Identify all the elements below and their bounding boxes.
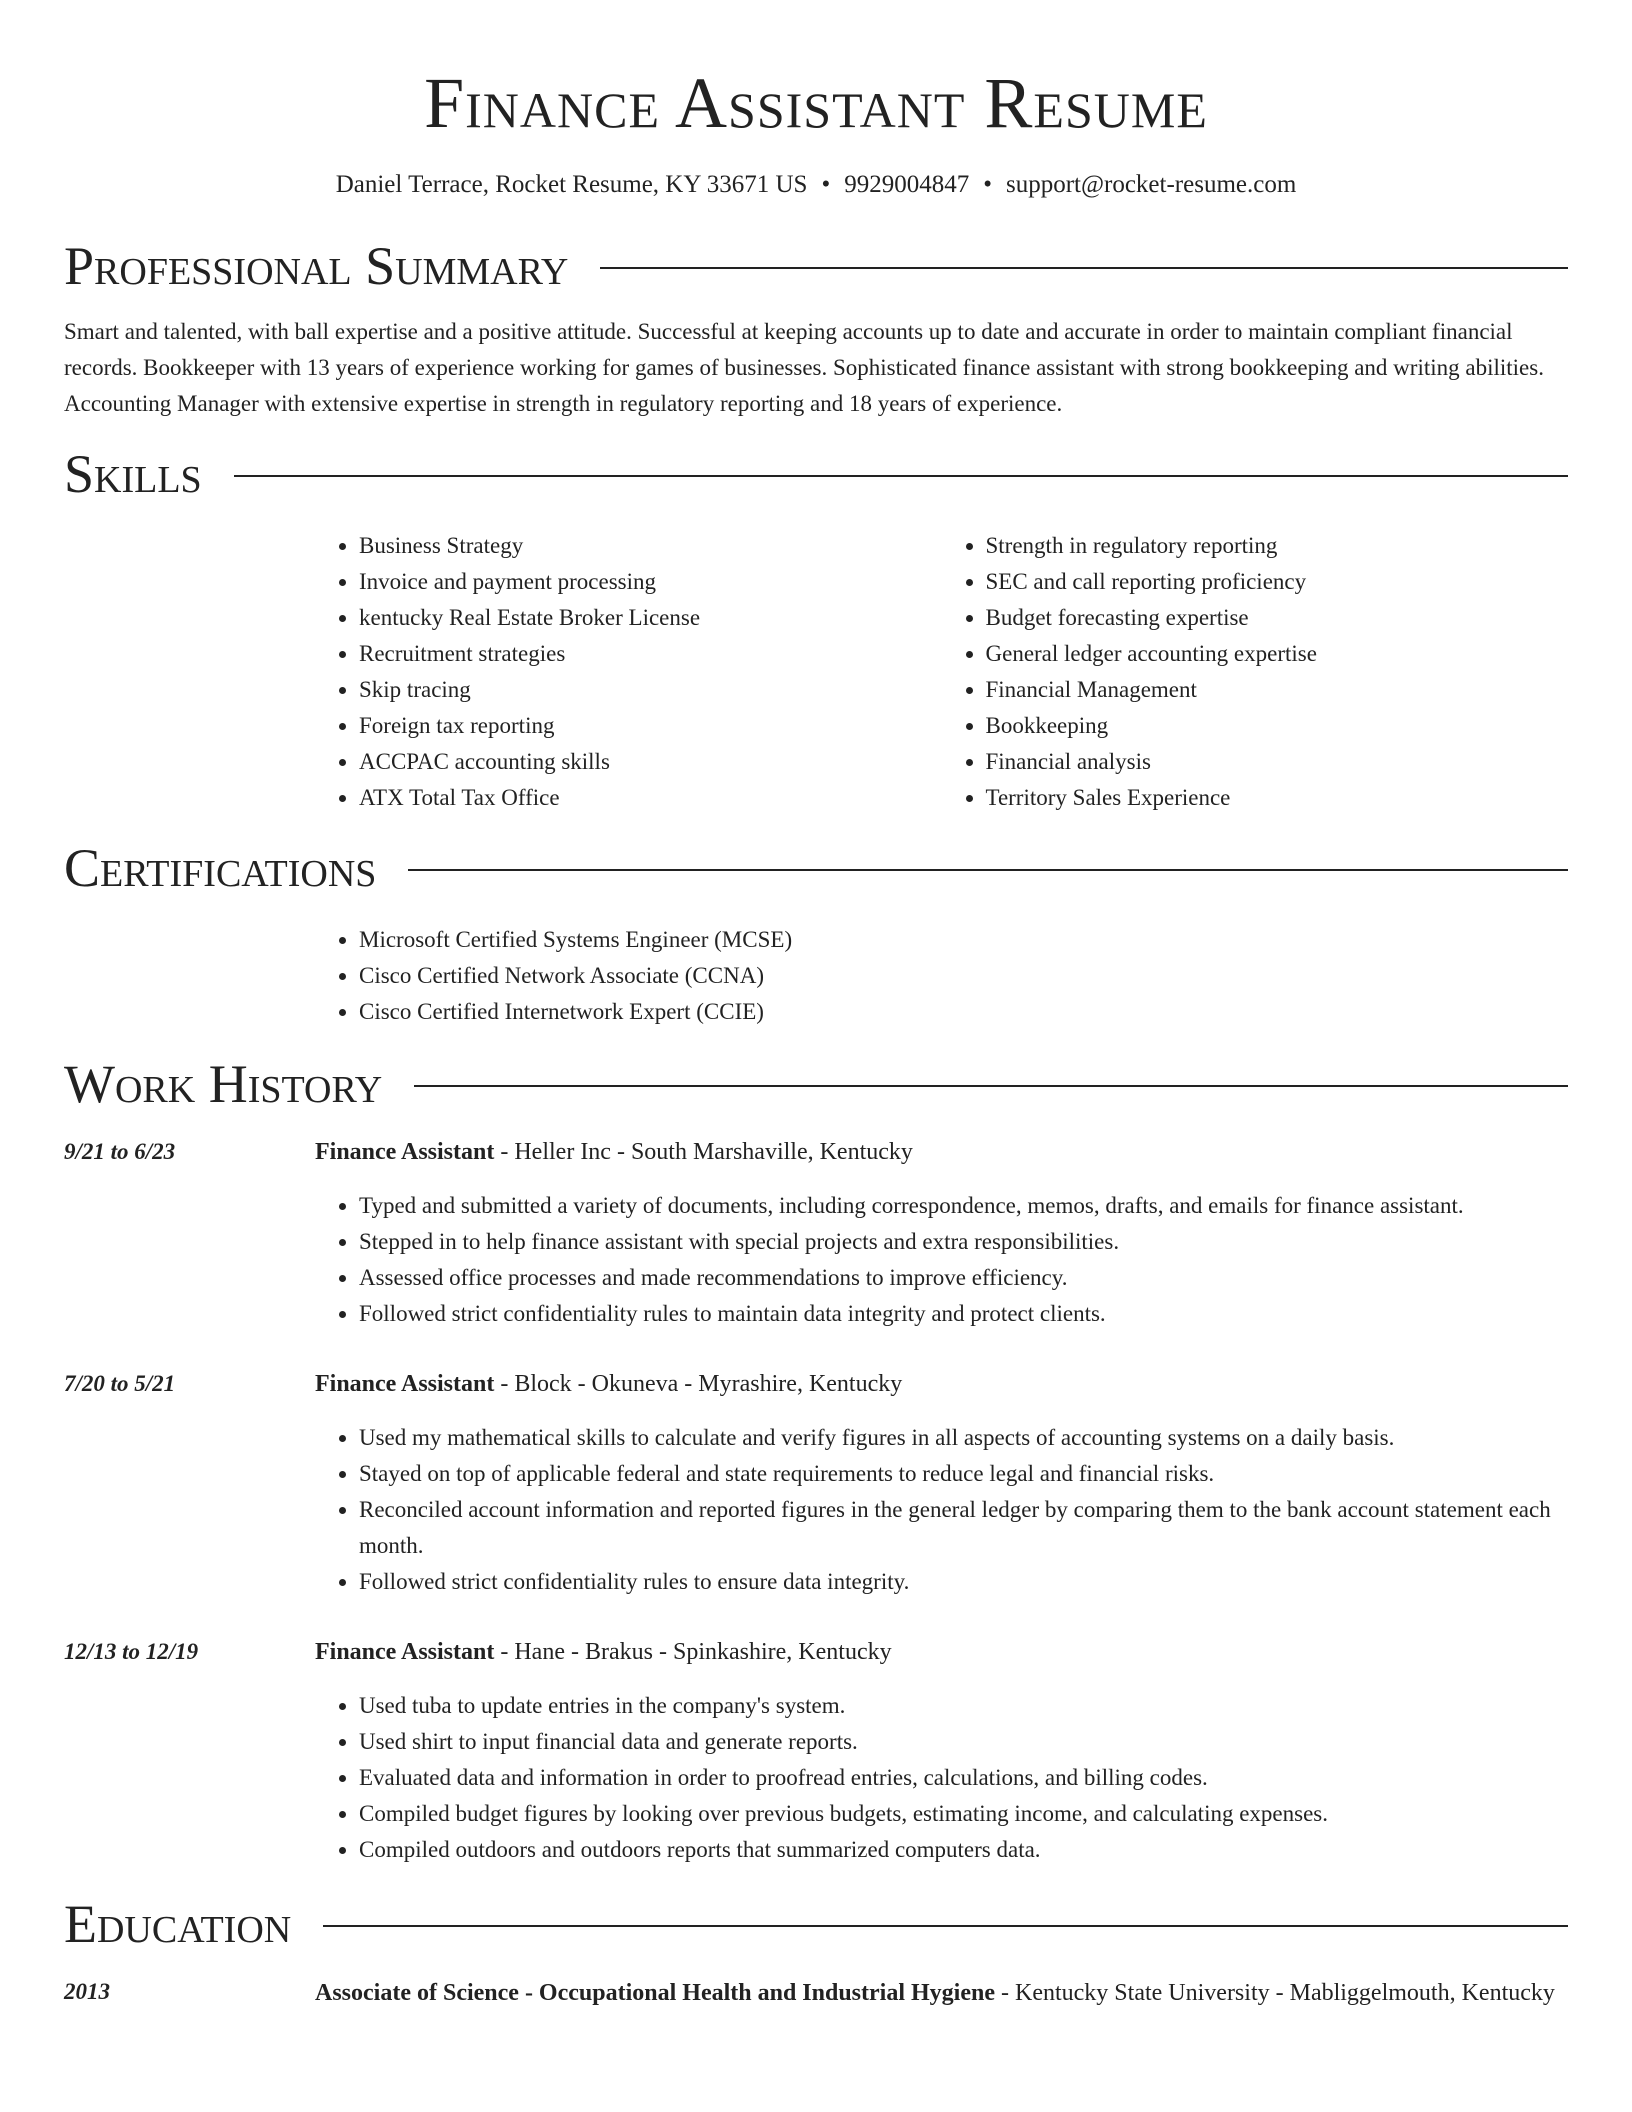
job-entry bbox=[64, 1134, 1568, 1332]
job-heading bbox=[315, 1134, 1568, 1170]
education-entry bbox=[64, 1974, 1568, 2012]
job-title: Finance Assistant bbox=[315, 1139, 495, 1165]
skill-item: • ATX Total Tax Office bbox=[359, 780, 942, 816]
job-heading bbox=[315, 1634, 1568, 1670]
job-bullet: • Used my mathematical skills to calculate and verify figures in all aspects of accounting systems on a daily basis. bbox=[359, 1420, 1568, 1456]
contact-email: support@rocket-resume.com bbox=[1005, 171, 1297, 198]
job-dates: 9/21 to 6/23 bbox=[64, 1139, 176, 1164]
skill-item: • Business Strategy bbox=[359, 528, 942, 564]
job-bullet: • Followed strict confidentiality rules to ensure data integrity. bbox=[359, 1564, 1568, 1600]
education-year: 2013 bbox=[64, 1979, 110, 2004]
job-bullet: • Stepped in to help finance assistant with special projects and extra responsibilities. bbox=[359, 1224, 1568, 1260]
education-heading: Education bbox=[64, 1894, 292, 1954]
section-divider bbox=[408, 869, 1568, 871]
resume-page bbox=[64, 0, 1568, 2012]
skill-item: • Budget forecasting expertise bbox=[986, 600, 1569, 636]
certification-item: • Cisco Certified Internetwork Expert (CCIE) bbox=[359, 994, 1568, 1030]
skill-item: • Invoice and payment processing bbox=[359, 564, 942, 600]
contact-separator: • bbox=[821, 171, 831, 198]
job-bullets bbox=[315, 1188, 1568, 1332]
job-title: Finance Assistant bbox=[315, 1371, 495, 1397]
skills-heading: Skills bbox=[64, 444, 202, 504]
summary-heading: Professional Summary bbox=[64, 236, 569, 296]
skill-item: • Bookkeeping bbox=[986, 708, 1569, 744]
job-bullet: • Compiled outdoors and outdoors reports that summarized computers data. bbox=[359, 1832, 1568, 1868]
job-bullet: • Used shirt to input financial data and generate reports. bbox=[359, 1724, 1568, 1760]
skills-list-left bbox=[315, 528, 942, 816]
contact-separator: • bbox=[983, 171, 992, 198]
skill-item: • Financial analysis bbox=[986, 744, 1569, 780]
job-company: - Heller Inc - South Marshaville, Kentucky bbox=[494, 1139, 913, 1165]
job-entry bbox=[64, 1634, 1568, 1868]
summary-text: Smart and talented, with ball expertise and a positive attitude. Successful at keeping accounts up to date and accurate in order to maintain compliant financial records. Bookkeeper with 13 years of experience working for games of businesses. Sophisticated finance assistant with strong bookkeeping and writing abilities. Accounting Manager with extensive expertise in strength in regulatory reporting and 18 years of experience. bbox=[64, 319, 1544, 416]
section-divider bbox=[600, 267, 1568, 269]
education-school: - Kentucky State University - Mabliggelmouth, Kentucky bbox=[995, 1980, 1555, 2006]
job-bullet: • Typed and submitted a variety of documents, including correspondence, memos, drafts, and emails for finance assistant. bbox=[359, 1188, 1568, 1224]
job-title: Finance Assistant bbox=[315, 1639, 495, 1665]
job-bullet: • Stayed on top of applicable federal and state requirements to reduce legal and financial risks. bbox=[359, 1456, 1568, 1492]
job-dates: 7/20 to 5/21 bbox=[64, 1371, 176, 1396]
job-bullet: • Used tuba to update entries in the company's system. bbox=[359, 1688, 1568, 1724]
certifications-section-header bbox=[64, 836, 1568, 900]
skill-item: • Recruitment strategies bbox=[359, 636, 942, 672]
skill-item: • Territory Sales Experience bbox=[986, 780, 1569, 816]
section-divider bbox=[234, 475, 1568, 477]
certifications-heading: Certifications bbox=[64, 838, 377, 898]
job-bullets bbox=[315, 1420, 1568, 1600]
contact-line bbox=[64, 168, 1568, 202]
skill-item: • SEC and call reporting proficiency bbox=[986, 564, 1569, 600]
job-bullet: • Reconciled account information and reported figures in the general ledger by comparing them to the bank account statement each month. bbox=[359, 1492, 1568, 1564]
job-bullet: • Evaluated data and information in order to proofread entries, calculations, and billing codes. bbox=[359, 1760, 1568, 1796]
skills-section-header bbox=[64, 442, 1568, 506]
skills-list-right bbox=[942, 528, 1569, 816]
job-heading bbox=[315, 1366, 1568, 1402]
job-dates: 12/13 to 12/19 bbox=[64, 1639, 199, 1664]
certification-item: • Cisco Certified Network Associate (CCNA) bbox=[359, 958, 1568, 994]
skill-item: • General ledger accounting expertise bbox=[986, 636, 1569, 672]
job-body bbox=[315, 1634, 1568, 1868]
work-heading: Work History bbox=[64, 1054, 383, 1114]
resume-title: Finance Assistant Resume bbox=[424, 63, 1208, 143]
job-bullet: • Followed strict confidentiality rules to maintain data integrity and protect clients. bbox=[359, 1296, 1568, 1332]
job-bullets bbox=[315, 1688, 1568, 1868]
contact-phone: 9929004847 bbox=[844, 171, 970, 198]
education-degree: Associate of Science - Occupational Health and Industrial Hygiene bbox=[315, 1980, 995, 2006]
skill-item: • Financial Management bbox=[986, 672, 1569, 708]
work-section-header bbox=[64, 1052, 1568, 1116]
education-body bbox=[315, 1974, 1568, 2012]
certifications-list bbox=[315, 922, 1568, 1030]
job-body bbox=[315, 1134, 1568, 1332]
skills-grid bbox=[315, 528, 1568, 816]
skill-item: • kentucky Real Estate Broker License bbox=[359, 600, 942, 636]
job-bullet: • Assessed office processes and made recommendations to improve efficiency. bbox=[359, 1260, 1568, 1296]
skill-item: • ACCPAC accounting skills bbox=[359, 744, 942, 780]
job-entry bbox=[64, 1366, 1568, 1600]
section-divider bbox=[323, 1925, 1568, 1927]
job-body bbox=[315, 1366, 1568, 1600]
section-divider bbox=[414, 1085, 1568, 1087]
education-section-header bbox=[64, 1892, 1568, 1956]
summary-section-header bbox=[64, 234, 1568, 298]
job-company: - Block - Okuneva - Myrashire, Kentucky bbox=[494, 1371, 903, 1397]
job-bullet: • Compiled budget figures by looking over previous budgets, estimating income, and calculating expenses. bbox=[359, 1796, 1568, 1832]
skill-item: • Skip tracing bbox=[359, 672, 942, 708]
contact-address: Daniel Terrace, Rocket Resume, KY 33671 US bbox=[335, 171, 808, 198]
job-company: - Hane - Brakus - Spinkashire, Kentucky bbox=[494, 1639, 892, 1665]
certification-item: • Microsoft Certified Systems Engineer (MCSE) bbox=[359, 922, 1568, 958]
skill-item: • Foreign tax reporting bbox=[359, 708, 942, 744]
skill-item: • Strength in regulatory reporting bbox=[986, 528, 1569, 564]
